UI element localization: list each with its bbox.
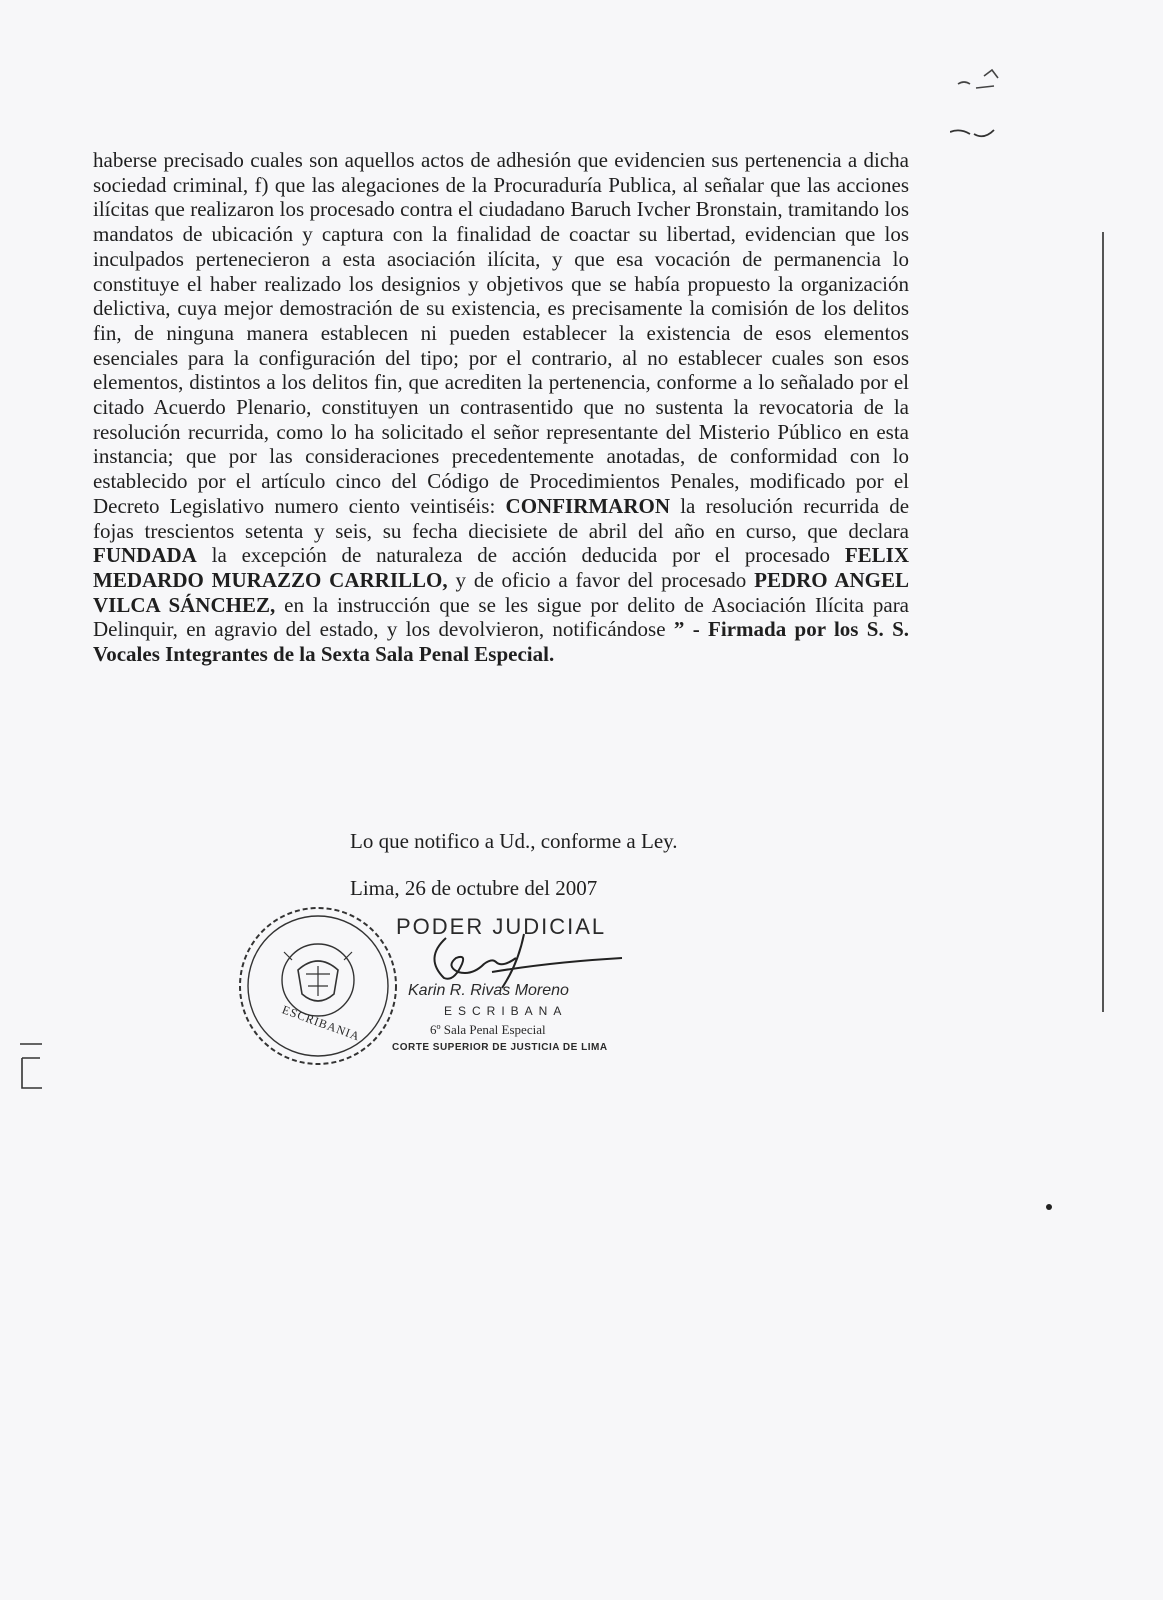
accused-name-felix: FELIX MEDARDO MURAZZO CARRILLO, — [93, 543, 909, 592]
signed-by-statement: ” - Firmada por los S. S. Vocales Integrantes de la Sexta Sala Penal Especial. — [93, 617, 909, 667]
institution-label: PODER JUDICIAL — [396, 914, 607, 939]
accused-name-pedro: PEDRO ANGEL VILCA SÁNCHEZ, — [93, 567, 910, 617]
body-text-d: y de oficio a favor del procesado — [455, 567, 747, 592]
signature-stamp-block — [236, 900, 656, 1100]
signer-court: CORTE SUPERIOR DE JUSTICIA DE LIMA — [392, 1042, 608, 1053]
body-text-a: haberse precisado cuales son aquellos actos de adhesión que evidencien sus pertenencia a dicha sociedad criminal, f) que las alegaciones de la Procuraduría Publica, al señalar que las acciones ilícitas que realizaron los procesado contra el ciudadano Baruch Ivcher Bronstain, tramitando los mandatos de ubicación y captura con la finalidad de coactar su libertad, evidencian que los inculpados pertenecieron a esta asociación ilícita, y que esa vocación de permanencia lo constituye el haber realizado los designios y objetivos que se había propuesto la organización delictiva, cuya mejor demostración de su existencia, es precisamente la comisión de los delitos fin, de ninguna manera establecen ni pueden establecer la existencia de esos elementos esenciales para la configuración del tipo; por el contrario, al no establecer cuales son esos elementos, distintos a los delitos fin, que acrediten la pertenencia, conforme a lo señalado por el citado Acuerdo Plenario, constituyen un contrasentido que no sustenta la revocatoria de la resolución recurrida, como lo ha solicitado el señor representante del Misterio Público en esta instancia; que por las consideraciones precedentemente anotadas, de conformidad con lo establecido por el artículo cinco del Código de Procedimientos Penales, modificado por el Decreto Legislativo numero ciento veintiséis: — [93, 148, 909, 518]
body-text-c: la excepción de naturaleza de acción deducida por el procesado — [211, 543, 830, 568]
signer-role: ESCRIBANA — [444, 1004, 568, 1018]
date-line: Lima, 26 de octubre del 2007 — [350, 876, 598, 900]
body-text-b: la resolución recurrida de fojas trescientos setenta y seis, su fecha diecisiete de abril del año en curso, que declara — [93, 493, 910, 543]
scan-dot-right — [1044, 1202, 1056, 1214]
resolution-paragraph — [93, 148, 909, 667]
body-text-e: en la instrucción que se les sigue por delito de Asociación Ilícita para Delinquir, en agravio del estado, y los devolvieron, notificándose — [93, 592, 910, 642]
document-body — [93, 148, 909, 667]
scan-mark-top-right — [950, 62, 1010, 142]
official-seal-icon — [236, 900, 416, 1080]
notification-line: Lo que notifico a Ud., conforme a Ley. — [350, 829, 678, 853]
signer-name: Karin R. Rivas Moreno — [408, 982, 569, 999]
fundada-keyword: FUNDADA — [93, 543, 197, 568]
signer-sala: 6º Sala Penal Especial — [430, 1022, 546, 1037]
confirmaron-keyword: CONFIRMARON — [505, 493, 671, 518]
scan-margin-line — [1102, 232, 1104, 1012]
scan-mark-left — [18, 1040, 48, 1100]
seal-center-label: ESCRIBANIA — [280, 1002, 363, 1044]
